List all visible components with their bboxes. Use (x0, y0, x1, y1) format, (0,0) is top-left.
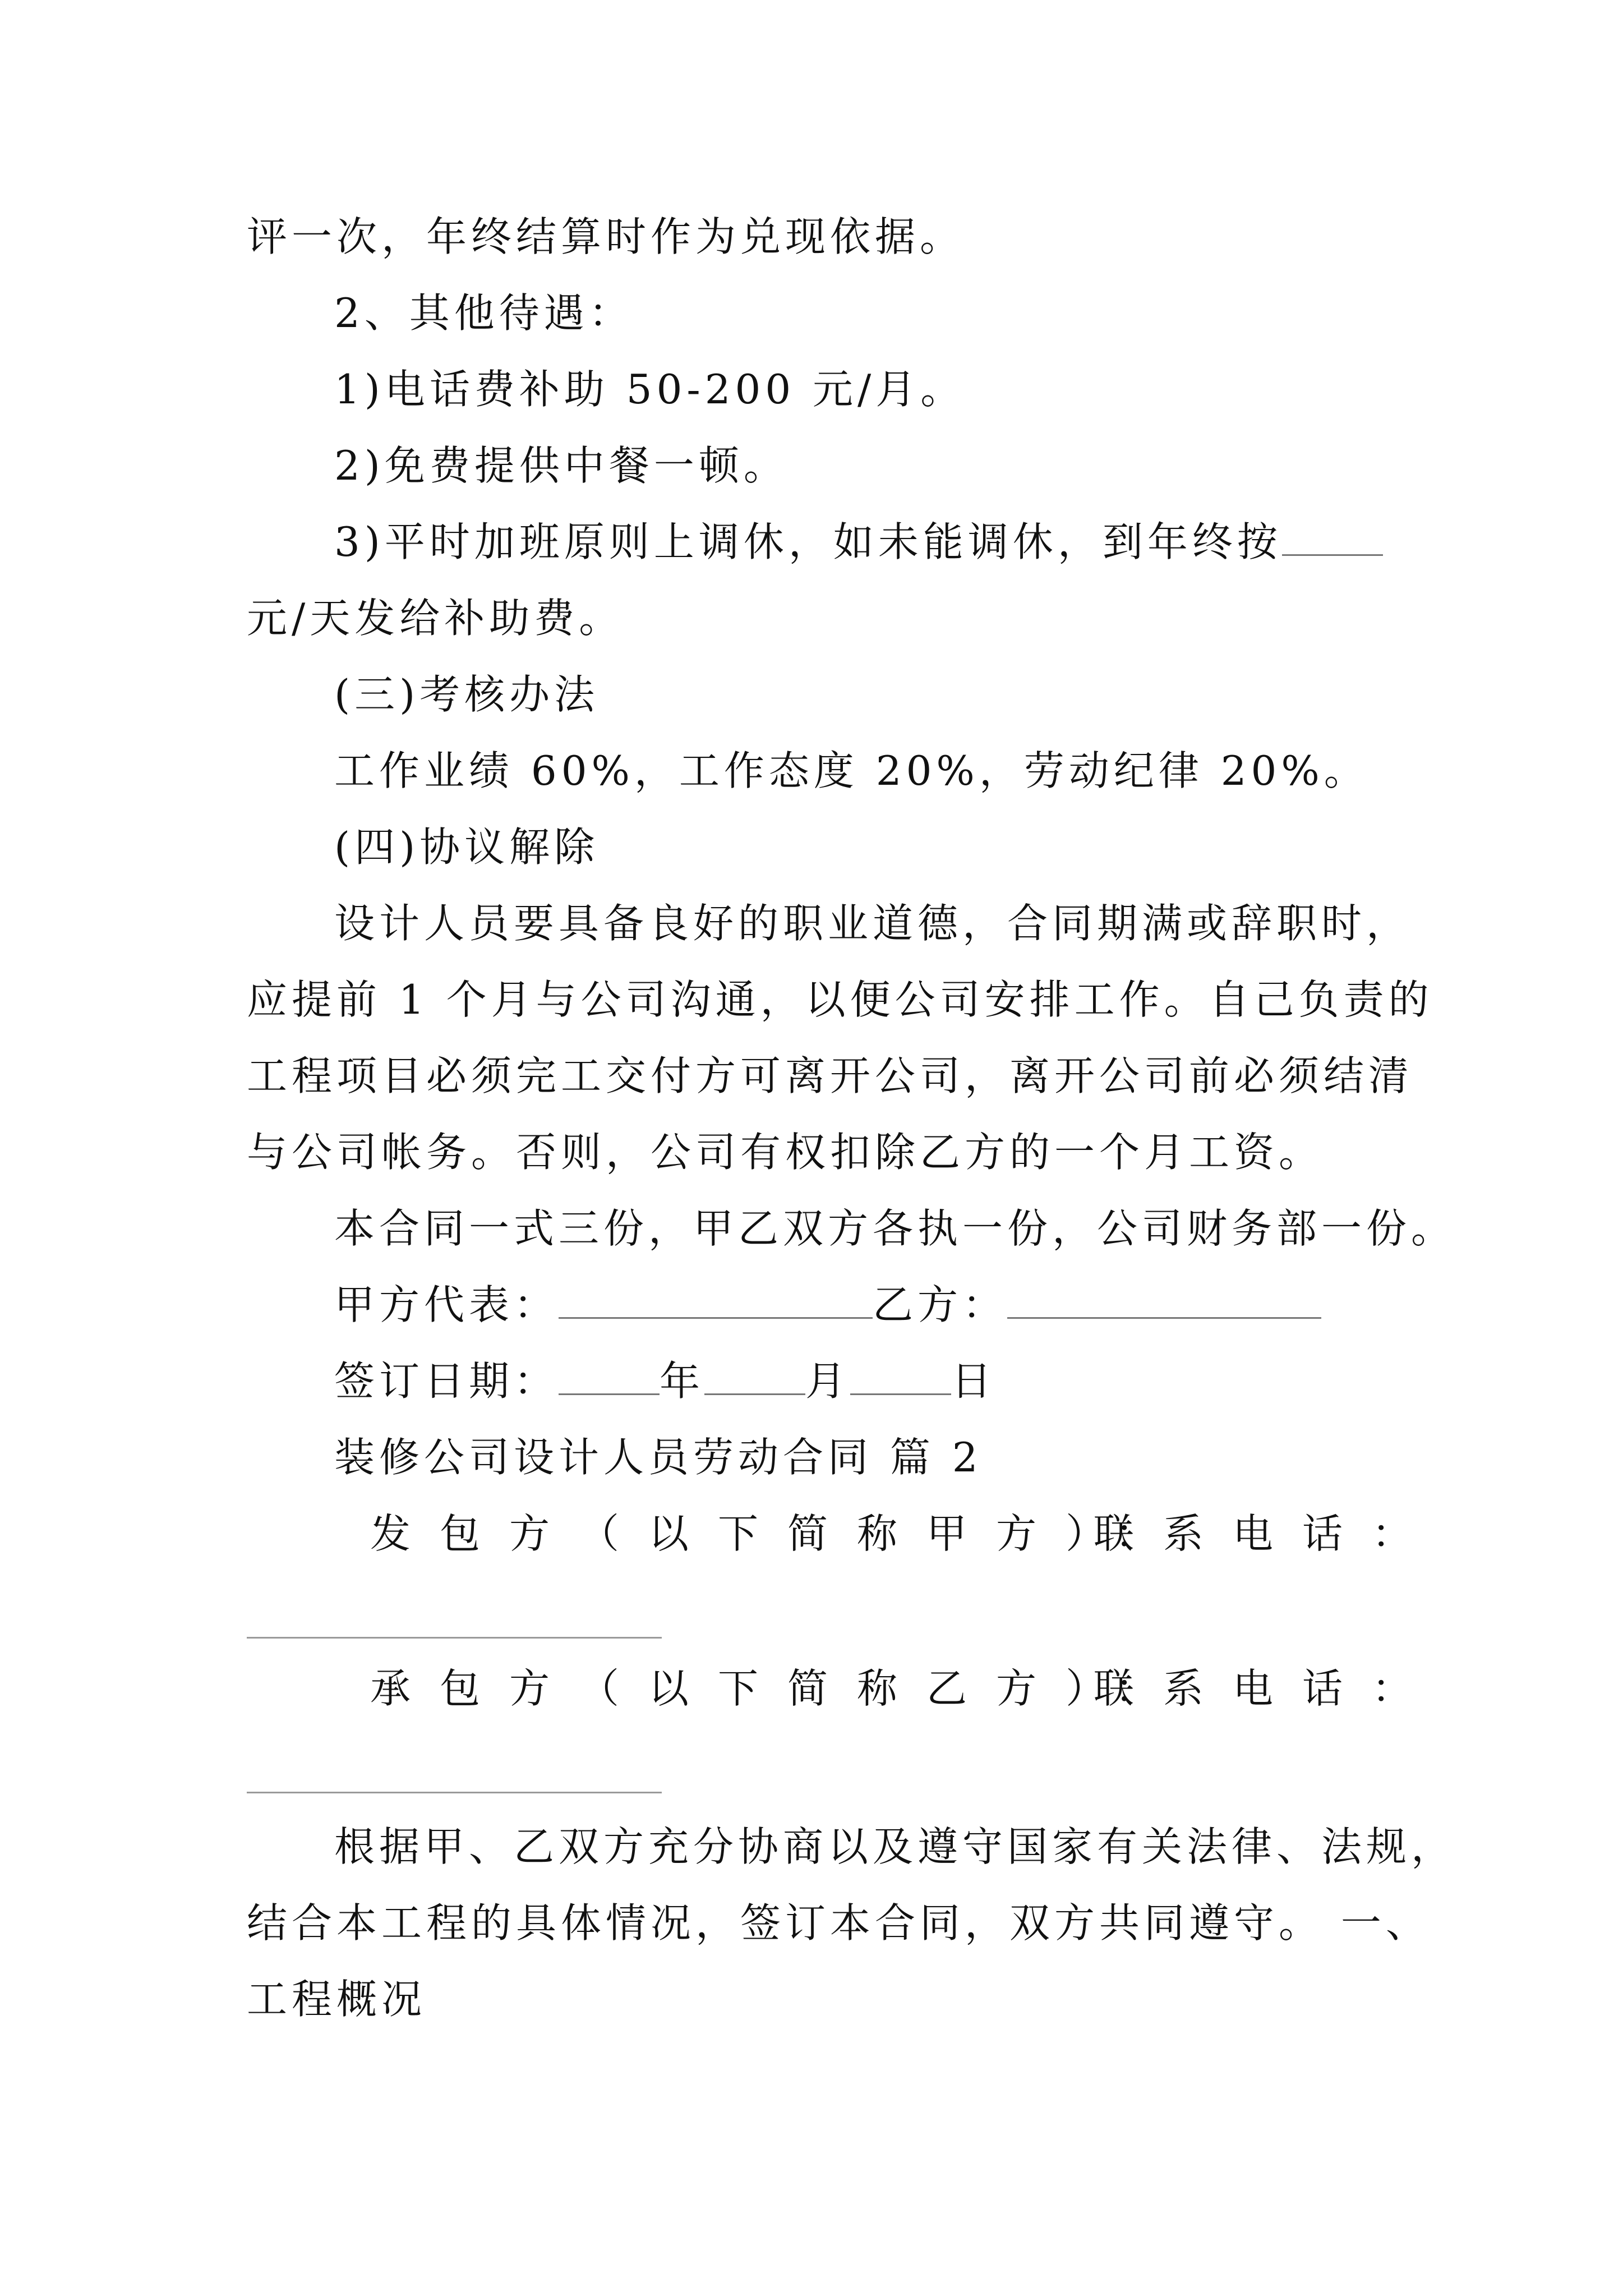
list-item-text: 3)平时加班原则上调休，如未能调休，到年终按 (334, 518, 1282, 565)
party-a-label: 甲方代表： (334, 1281, 559, 1328)
paragraph-line: 与公司帐务。否则，公司有权扣除乙方的一个月工资。 (247, 1129, 1324, 1176)
party-b-blank (1007, 1286, 1321, 1319)
contractor-a-label: 发包方（以下简称甲方）： (370, 1510, 1185, 1557)
section-title: 装修公司设计人员劳动合同 篇 2 (334, 1434, 983, 1481)
list-item (334, 514, 1383, 570)
paragraph-line: 应提前 1 个月与公司沟通，以便公司安排工作。自己负责的 (247, 976, 1433, 1023)
sign-date-line (334, 1353, 996, 1409)
day-label: 日 (951, 1358, 997, 1405)
item-heading-other-benefits: 2、其他待遇： (334, 289, 634, 337)
paragraph-line: 设计人员要具备良好的职业道德，合同期满或辞职时， (334, 900, 1412, 947)
paragraph-line: 工作业绩 60%，工作态度 20%，劳动纪律 20%。 (334, 747, 1369, 794)
section-heading: (三)考核办法 (334, 671, 600, 718)
contractor-b-phone-label: 联系电话： (1094, 1665, 1442, 1712)
contractor-b-label: 承包方（以下简称乙方）： (370, 1665, 1185, 1712)
year-blank (559, 1362, 660, 1395)
paragraph-line: 根据甲、乙双方充分协商以及遵守国家有关法律、法规， (334, 1823, 1456, 1870)
sign-date-label: 签订日期： (334, 1358, 559, 1405)
list-item: 2)免费提供中餐一顿。 (334, 442, 789, 489)
party-b-label: 乙方： (873, 1281, 1008, 1328)
paragraph-line: 结合本工程的具体情况，签订本合同，双方共同遵守。 一、 (247, 1899, 1431, 1947)
month-label: 月 (805, 1358, 851, 1405)
party-a-blank (559, 1286, 873, 1319)
section-heading: (四)协议解除 (334, 823, 600, 871)
signature-line (334, 1277, 1321, 1333)
section-heading: 工程概况 (247, 1976, 427, 2023)
day-blank (850, 1362, 951, 1395)
month-blank (704, 1362, 805, 1395)
paragraph-line: 元/天发给补助费。 (247, 595, 624, 642)
amount-blank (1282, 523, 1383, 556)
paragraph-line: 评一次，年终结算时作为兑现依据。 (247, 213, 965, 260)
contractor-a-rule (247, 1637, 662, 1639)
contractor-b-rule (247, 1792, 662, 1793)
paragraph-line: 本合同一式三份，甲乙双方各执一份，公司财务部一份。 (334, 1205, 1456, 1252)
contractor-a-phone-label: 联系电话： (1094, 1510, 1442, 1557)
year-label: 年 (660, 1358, 705, 1405)
list-item: 1)电话费补助 50-200 元/月。 (334, 366, 966, 413)
paragraph-line: 工程项目必须完工交付方可离开公司，离开公司前必须结清 (247, 1052, 1414, 1099)
